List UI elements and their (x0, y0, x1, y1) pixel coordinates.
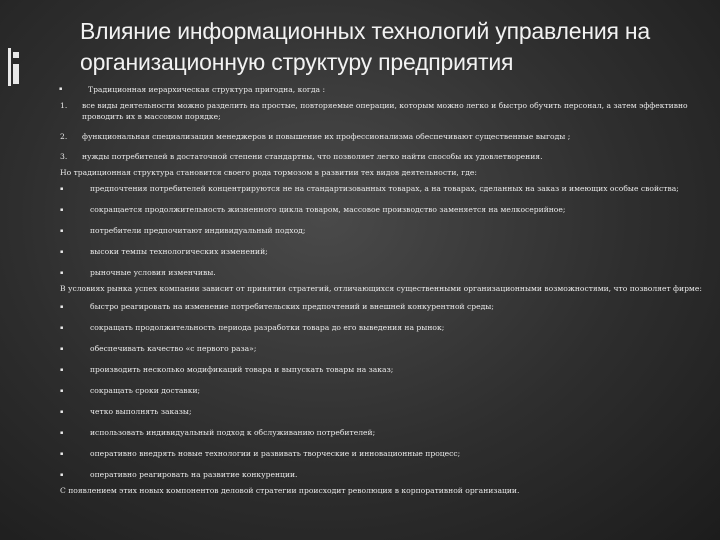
slide-title: Влияние информационных технологий управления на организационную структуру предприятия (80, 18, 651, 75)
list-item-text: использовать индивидуальный подход к обслуживанию потребителей; (90, 428, 376, 437)
bullet-marker: ▪ (60, 186, 64, 192)
list2-item (60, 469, 706, 480)
item-number: 2. (60, 132, 68, 141)
paragraph-text: В условиях рынка успех компании зависит от принятия стратегий, отличающихся существенными организационными возможностями, что позволяет фирме: (60, 284, 702, 293)
bullet-marker: ▪ (60, 472, 64, 478)
list-item-text: сокращать продолжительность периода разработки товара до его выведения на рынок; (90, 323, 445, 332)
numbered-item-2 (60, 131, 706, 142)
item-number: 1. (60, 101, 68, 110)
list2-item (60, 343, 706, 354)
list2-item (60, 406, 706, 417)
numbered-item-3 (60, 151, 706, 162)
list1-item (60, 183, 706, 194)
paragraph-text: Но традиционная структура становится своего рода тормозом в развитии тех видов деятельности, где: (60, 168, 477, 177)
list1-item (60, 267, 706, 278)
bullet-marker: ▪ (60, 409, 64, 415)
bullet-marker: ▪ (60, 346, 64, 352)
paragraph-3 (60, 485, 706, 496)
title-decoration (8, 48, 22, 86)
list2-item (60, 322, 706, 333)
list-item-text: оперативно внедрять новые технологии и развивать творческие и инновационные процесс; (90, 449, 461, 458)
list-item-text: высоки темпы технологических изменений; (90, 247, 268, 256)
bullet-marker: ▪ (60, 249, 64, 255)
list-item-text: потребители предпочитают индивидуальный подход; (90, 226, 306, 235)
list1-item (60, 204, 706, 215)
list2-item (60, 427, 706, 438)
paragraph-text: С появлением этих новых компонентов деловой стратегии происходит революция в корпоративной организации. (60, 486, 520, 495)
numbered-item-1 (60, 100, 706, 122)
item-text: функциональная специализация менеджеров и повышение их профессионализма обеспечивают существенные выгоды ; (82, 132, 571, 141)
list-item-text: предпочтения потребителей концентрируются не на стандартизованных товарах, а на товарах, сделанных на заказ и имеющих особые свойства; (90, 184, 679, 193)
list2-item (60, 448, 706, 459)
bullet-marker: ▪ (60, 430, 64, 436)
slide-body (60, 84, 706, 496)
list1-item (60, 246, 706, 257)
list-item-text: обеспечивать качество «с первого раза»; (90, 344, 257, 353)
list1-item (60, 225, 706, 236)
list-item-text: оперативно реагировать на развитие конкуренции. (90, 470, 298, 479)
list2-item (60, 385, 706, 396)
list-item-text: быстро реагировать на изменение потребительских предпочтений и внешней конкурентной среды; (90, 302, 494, 311)
item-number: 3. (60, 152, 68, 161)
list-item-text: сокращать сроки доставки; (90, 386, 201, 395)
bullet-marker: ▪ (60, 304, 64, 310)
bullet-marker: ▪ (60, 325, 64, 331)
bullet-marker: ▪ (60, 388, 64, 394)
bullet-marker: ▪ (60, 367, 64, 373)
list-item-text: производить несколько модификаций товара и выпускать товары на заказ; (90, 365, 394, 374)
list-item-text: рыночные условия изменчивы. (90, 268, 216, 277)
item-text: все виды деятельности можно разделить на простые, повторяемые операции, которым можно легко и быстро обучить персонал, а затем эффективно проводить их в массовом порядке; (82, 101, 688, 121)
paragraph-1 (60, 167, 706, 178)
bullet-marker: ▪ (60, 228, 64, 234)
paragraph-2 (60, 283, 706, 294)
bullet-marker: ▪ (59, 86, 63, 92)
bullet-marker: ▪ (60, 270, 64, 276)
intro-text: Традиционная иерархическая структура пригодна, когда : (88, 85, 326, 94)
list2-item (60, 301, 706, 312)
list-item-text: четко выполнять заказы; (90, 407, 192, 416)
intro-bullet (60, 84, 706, 95)
list-item-text: сокращается продолжительность жизненного цикла товаром, массовое производство заменяется на мелкосерийное; (90, 205, 566, 214)
list2-item (60, 364, 706, 375)
bullet-marker: ▪ (60, 207, 64, 213)
item-text: нужды потребителей в достаточной степени стандартны, что позволяет легко найти способы их удовлетворения. (82, 152, 543, 161)
bullet-marker: ▪ (60, 451, 64, 457)
